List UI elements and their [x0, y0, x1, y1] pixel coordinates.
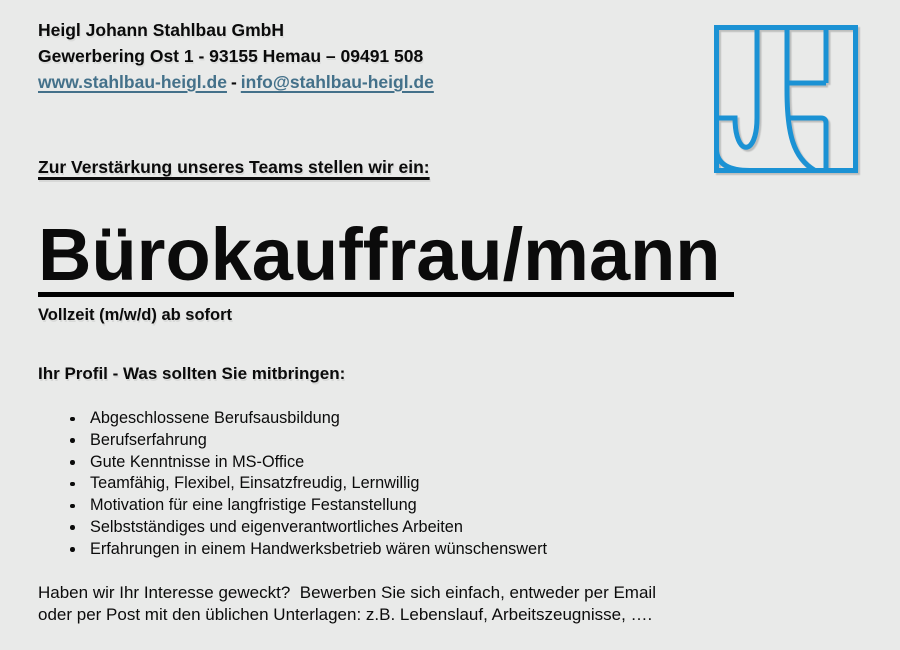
list-item: Motivation für eine langfristige Festanstellung [90, 495, 547, 517]
list-item: Berufserfahrung [90, 430, 547, 452]
jh-monogram-icon [714, 25, 858, 173]
company-logo [714, 25, 858, 173]
closing-line-1: Haben wir Ihr Interesse geweckt? Bewerben Sie sich einfach, entweder per Email [38, 583, 656, 602]
job-title: Bürokauffrau/mann [38, 218, 734, 297]
closing-line-2: oder per Post mit den üblichen Unterlagen: z.B. Lebenslauf, Arbeitszeugnisse, …. [38, 605, 653, 624]
company-address-phone: Gewerbering Ost 1 - 93155 Hemau – 09491 508 [38, 46, 424, 66]
email-link[interactable]: info@stahlbau-heigl.de [240, 72, 434, 92]
company-header [38, 17, 434, 95]
requirements-list [0, 408, 547, 561]
job-subtitle: Vollzeit (m/w/d) ab sofort [38, 306, 233, 324]
list-item: Selbstständiges und eigenverantwortliches Arbeiten [90, 517, 547, 539]
company-name: Heigl Johann Stahlbau GmbH [38, 20, 284, 40]
list-item: Teamfähig, Flexibel, Einsatzfreudig, Lernwillig [90, 473, 547, 495]
list-item: Abgeschlossene Berufsausbildung [90, 408, 547, 430]
link-separator: - [230, 72, 237, 92]
list-item: Gute Kenntnisse in MS-Office [90, 452, 547, 474]
intro-line: Zur Verstärkung unseres Teams stellen wir ein: [38, 157, 430, 177]
closing-paragraph [38, 582, 656, 626]
company-contact-links [38, 69, 434, 95]
website-link[interactable]: www.stahlbau-heigl.de [38, 72, 227, 92]
list-item: Erfahrungen in einem Handwerksbetrieb wären wünschenswert [90, 539, 547, 561]
profile-heading: Ihr Profil - Was sollten Sie mitbringen: [38, 364, 346, 383]
